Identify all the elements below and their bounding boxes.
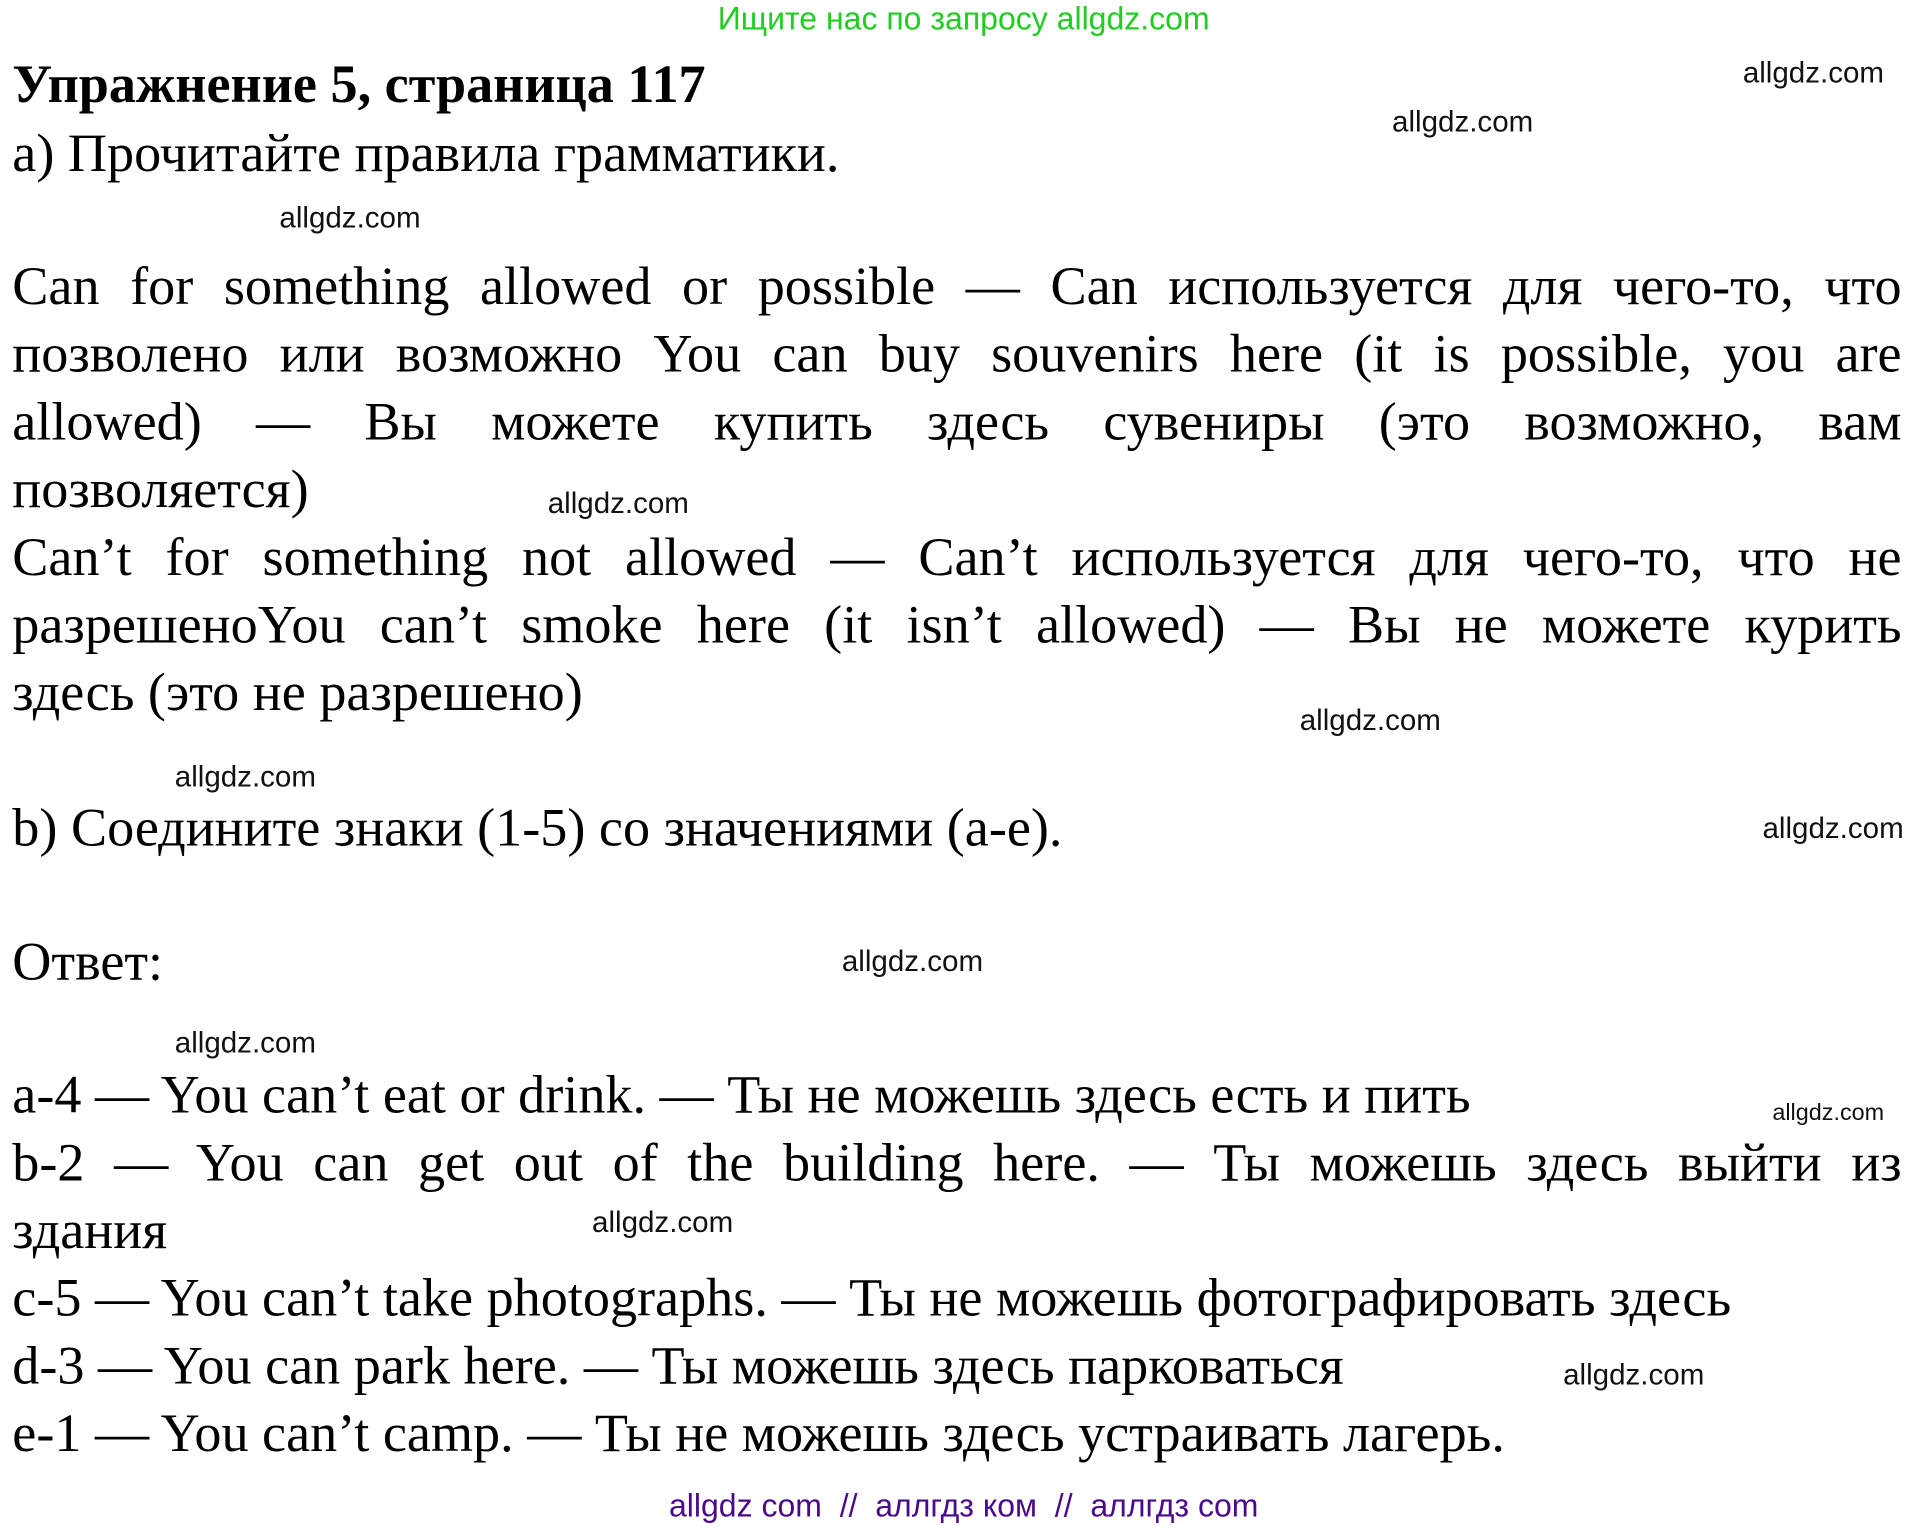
- watermark: allgdz.com: [1563, 1358, 1705, 1393]
- watermark: allgdz.com: [279, 201, 421, 236]
- watermark: allgdz.com: [174, 1026, 316, 1060]
- answer-label: Ответ:: [12, 931, 164, 993]
- search-banner: Ищите нас по запросу allgdz.com: [717, 0, 1210, 37]
- exercise-title: Упражнение 5, страница 117: [12, 54, 706, 115]
- rule1-line: Can for something allowed or possible — Can используется для чего-то, что: [12, 256, 1902, 317]
- answer-line: e-1 — You can’t camp. — Ты не можешь здесь устраивать лагерь.: [12, 1403, 1505, 1464]
- watermark: allgdz.com: [1742, 56, 1885, 90]
- task-a: a) Прочитайте правила грамматики.: [12, 123, 840, 184]
- rule1-line: позволено или возможно You can buy souvenirs here (it is possible, you are: [12, 323, 1902, 385]
- answer-line: a-4 — You can’t eat or drink. — Ты не можешь здесь есть и пить: [12, 1064, 1471, 1125]
- answer-line: c-5 — You can’t take photographs. — Ты не можешь фотографировать здесь: [12, 1267, 1732, 1329]
- watermark: allgdz.com: [592, 1206, 734, 1240]
- watermark: allgdz.com: [1392, 105, 1534, 140]
- watermark: allgdz.com: [1772, 1100, 1885, 1127]
- answer-line: b-2 — You can get out of the building here. — Ты можешь здесь выйти из: [12, 1132, 1902, 1193]
- footer-links: allgdz com // аллгдз ком // аллгдз com: [668, 1486, 1259, 1524]
- watermark: allgdz.com: [1299, 704, 1441, 738]
- rule1-line: allowed) — Вы можете купить здесь сувениры (это возможно, вам: [12, 391, 1902, 452]
- watermark: allgdz.com: [1762, 812, 1904, 846]
- rule2-line: Can’t for something not allowed — Can’t используется для чего-то, что не: [12, 526, 1902, 588]
- rule1-line: позволяется): [12, 459, 309, 520]
- rule2-line: здесь (это не разрешено): [12, 662, 583, 723]
- watermark: allgdz.com: [174, 760, 316, 794]
- rule2-line: разрешеноYou can’t smoke here (it isn’t allowed) — Вы не можете курить: [12, 594, 1902, 655]
- answer-line: здания: [12, 1200, 168, 1261]
- task-b: b) Соедините знаки (1-5) со значениями (a-e).: [12, 797, 1063, 858]
- watermark: allgdz.com: [841, 945, 984, 979]
- answer-line: d-3 — You can park here. — Ты можешь здесь парковаться: [12, 1335, 1344, 1396]
- watermark: allgdz.com: [547, 487, 689, 521]
